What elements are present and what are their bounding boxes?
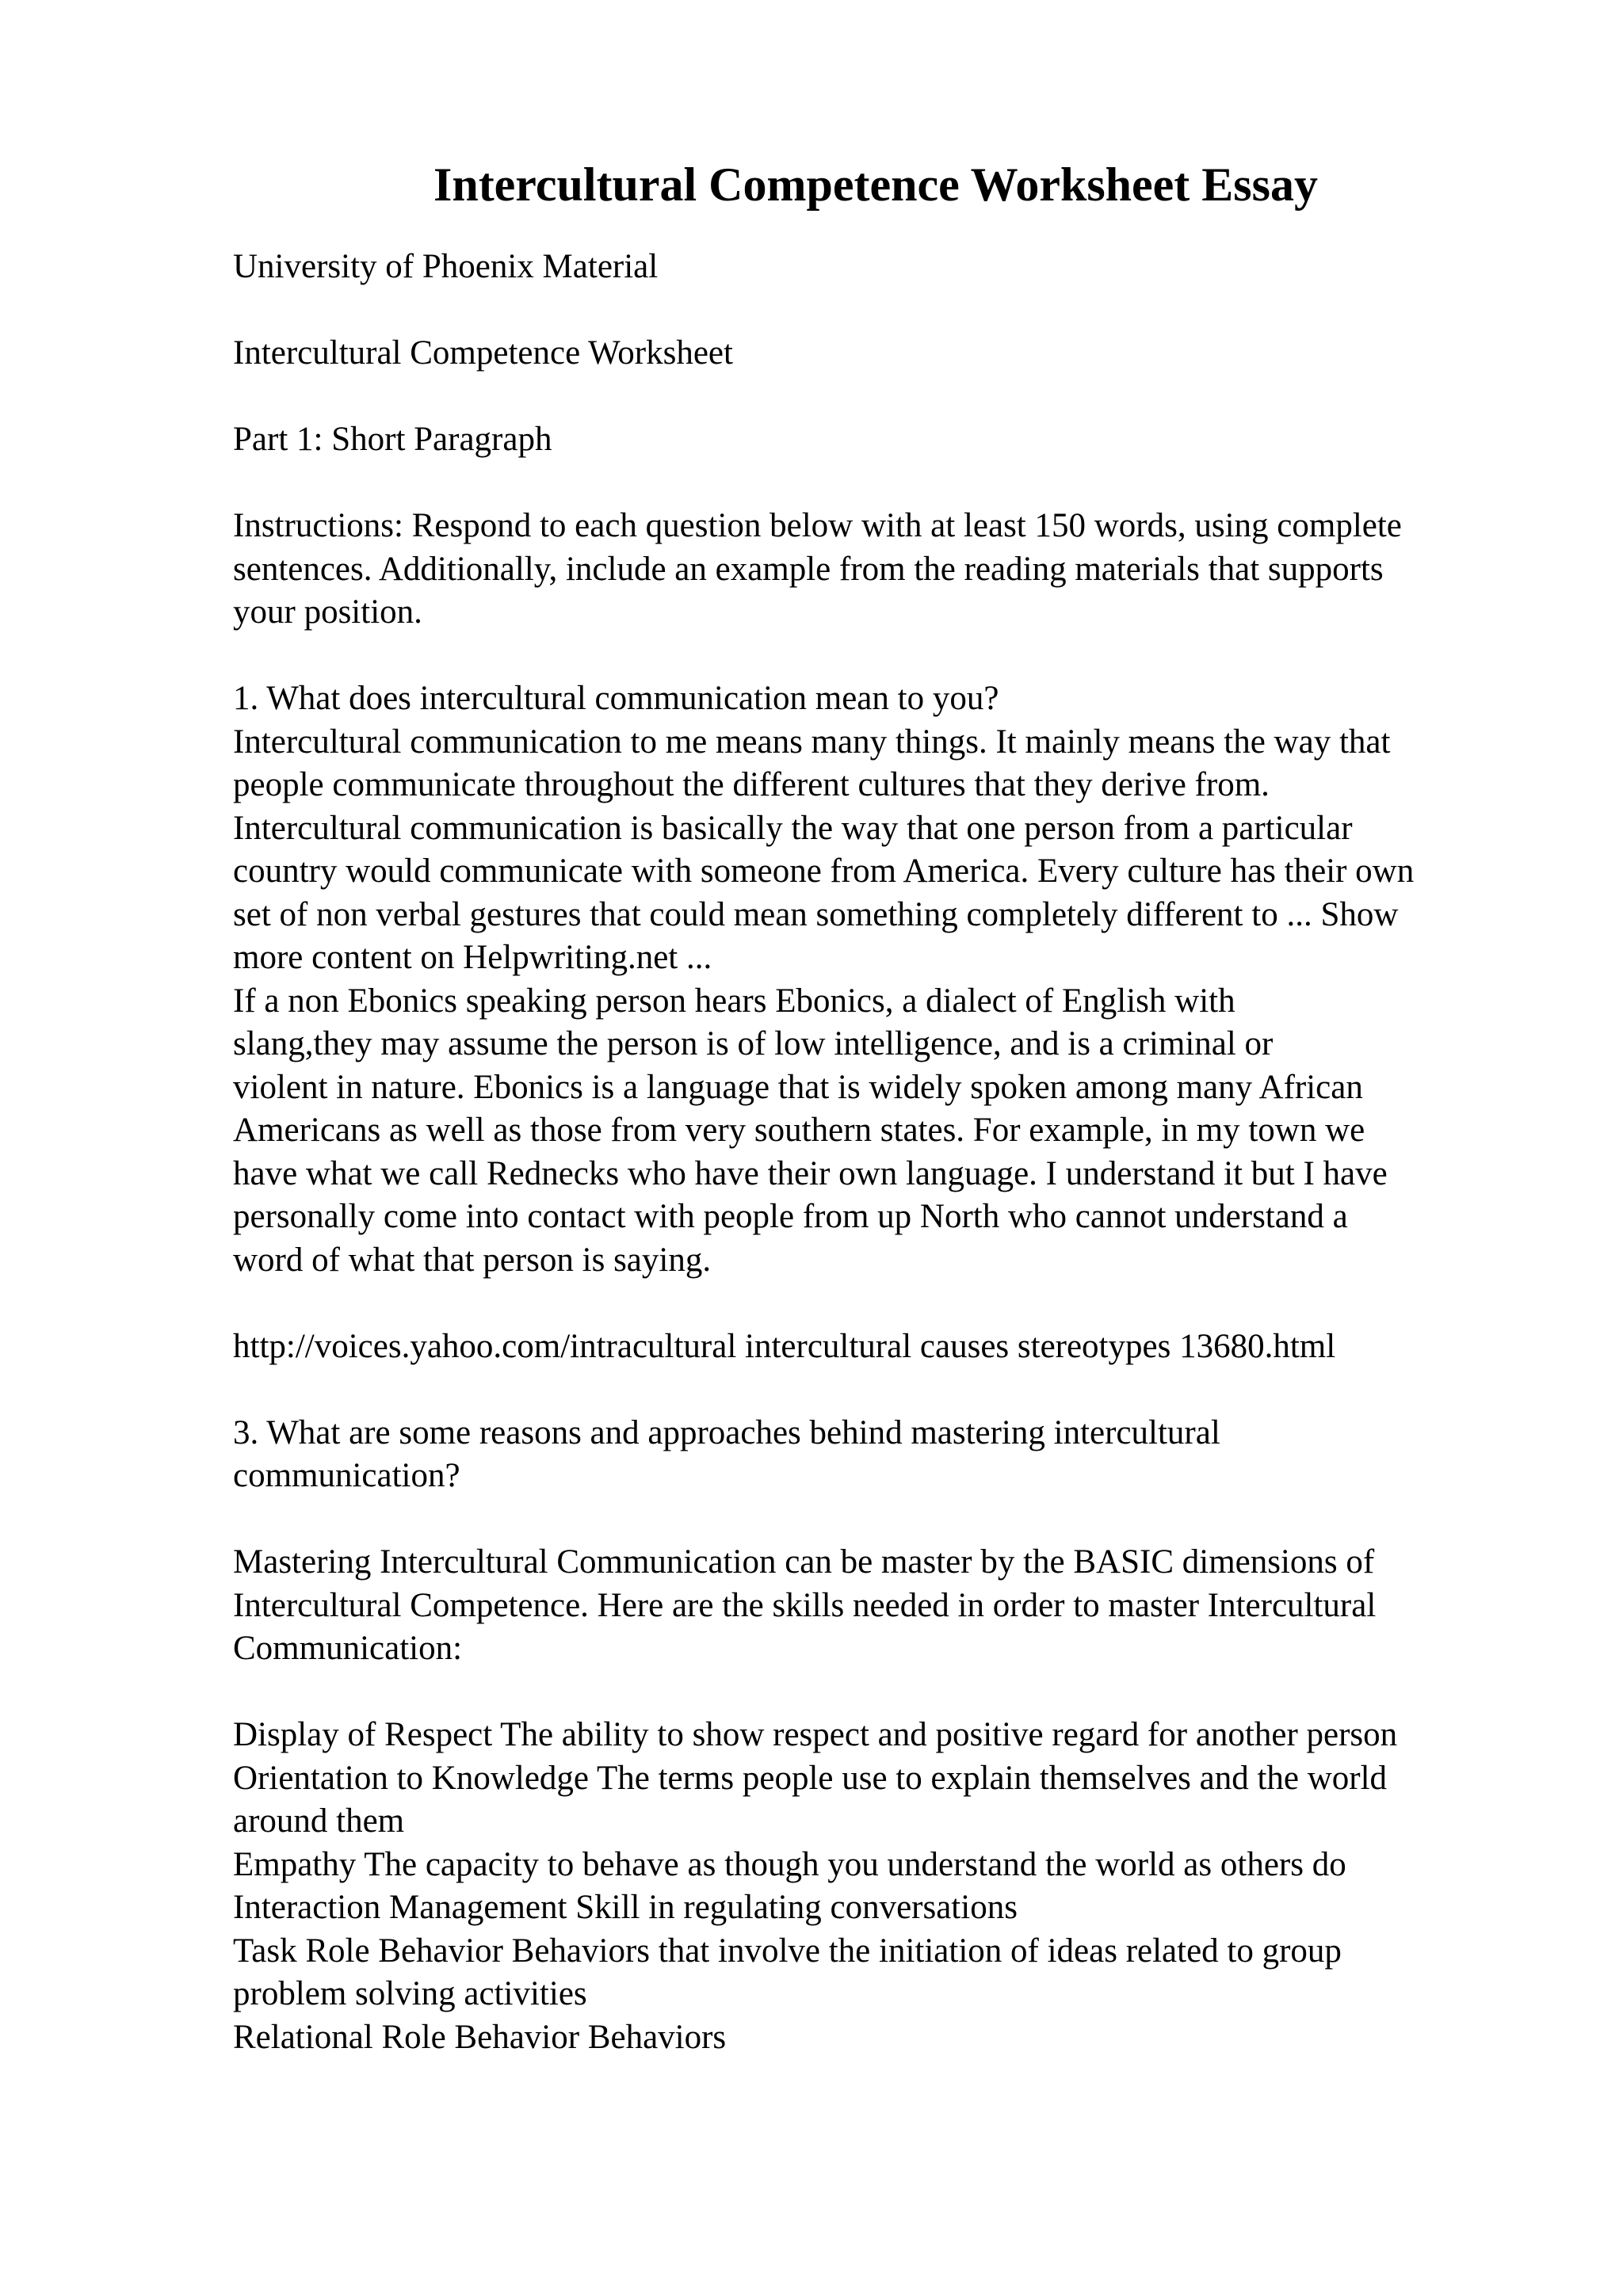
skill-line: Task Role Behavior Behaviors that involve the initiation of ideas related to group [233, 1932, 1342, 1970]
part-heading: Part 1: Short Paragraph [233, 421, 552, 458]
answer-1-line: country would communicate with someone from America. Every culture has their own [233, 852, 1415, 890]
skill-line: Interaction Management Skill in regulating conversations [233, 1889, 1018, 1926]
instructions-line: sentences. Additionally, include an example from the reading materials that supports [233, 550, 1384, 588]
source-url: http://voices.yahoo.com/intracultural intercultural causes stereotypes 13680.html [233, 1327, 1336, 1365]
answer-1-line: have what we call Rednecks who have their own language. I understand it but I have [233, 1154, 1388, 1192]
answer-3-intro-line: Intercultural Competence. Here are the skills needed in order to master Intercultural [233, 1586, 1377, 1624]
answer-1-line: word of what that person is saying. [233, 1241, 712, 1279]
answer-1-line: people communicate throughout the different cultures that they derive from. [233, 766, 1270, 803]
skill-line: Empathy The capacity to behave as though you understand the world as others do [233, 1845, 1346, 1883]
document-title: Intercultural Competence Worksheet Essay [433, 158, 1319, 211]
answer-1-line: If a non Ebonics speaking person hears Ebonics, a dialect of English with [233, 982, 1235, 1020]
answer-1-line: Americans as well as those from very southern states. For example, in my town we [233, 1112, 1365, 1149]
answer-1-line: violent in nature. Ebonics is a language that is widely spoken among many African [233, 1068, 1363, 1106]
answer-1-line: Intercultural communication is basically the way that one person from a particular [233, 809, 1353, 847]
question-3: communication? [233, 1457, 460, 1494]
skill-line: Display of Respect The ability to show respect and positive regard for another person [233, 1716, 1398, 1753]
question-1: 1. What does intercultural communication mean to you? [233, 680, 999, 717]
answer-1-line: personally come into contact with people from up North who cannot understand a [233, 1198, 1348, 1235]
skill-line: Relational Role Behavior Behaviors [233, 2018, 727, 2056]
answer-1-line: set of non verbal gestures that could mean something completely different to ... Show [233, 895, 1399, 933]
skill-line: Orientation to Knowledge The terms people use to explain themselves and the world [233, 1759, 1388, 1797]
instructions-line: Instructions: Respond to each question below with at least 150 words, using complete [233, 507, 1402, 544]
answer-3-intro-line: Communication: [233, 1630, 463, 1667]
answer-3-intro-line: Mastering Intercultural Communication can be master by the BASIC dimensions of [233, 1543, 1375, 1581]
answer-1-line: slang,they may assume the person is of low intelligence, and is a criminal or [233, 1025, 1274, 1062]
skill-line: around them [233, 1802, 405, 1840]
institution-line: University of Phoenix Material [233, 248, 659, 285]
answer-1-line: Intercultural communication to me means many things. It mainly means the way that [233, 723, 1391, 761]
worksheet-name-line: Intercultural Competence Worksheet [233, 334, 733, 372]
instructions-line: your position. [233, 593, 422, 631]
question-3: 3. What are some reasons and approaches behind mastering intercultural [233, 1413, 1220, 1451]
skill-line: problem solving activities [233, 1975, 587, 2012]
answer-1-line: more content on Helpwriting.net ... [233, 939, 712, 976]
document-body [233, 246, 1596, 2059]
